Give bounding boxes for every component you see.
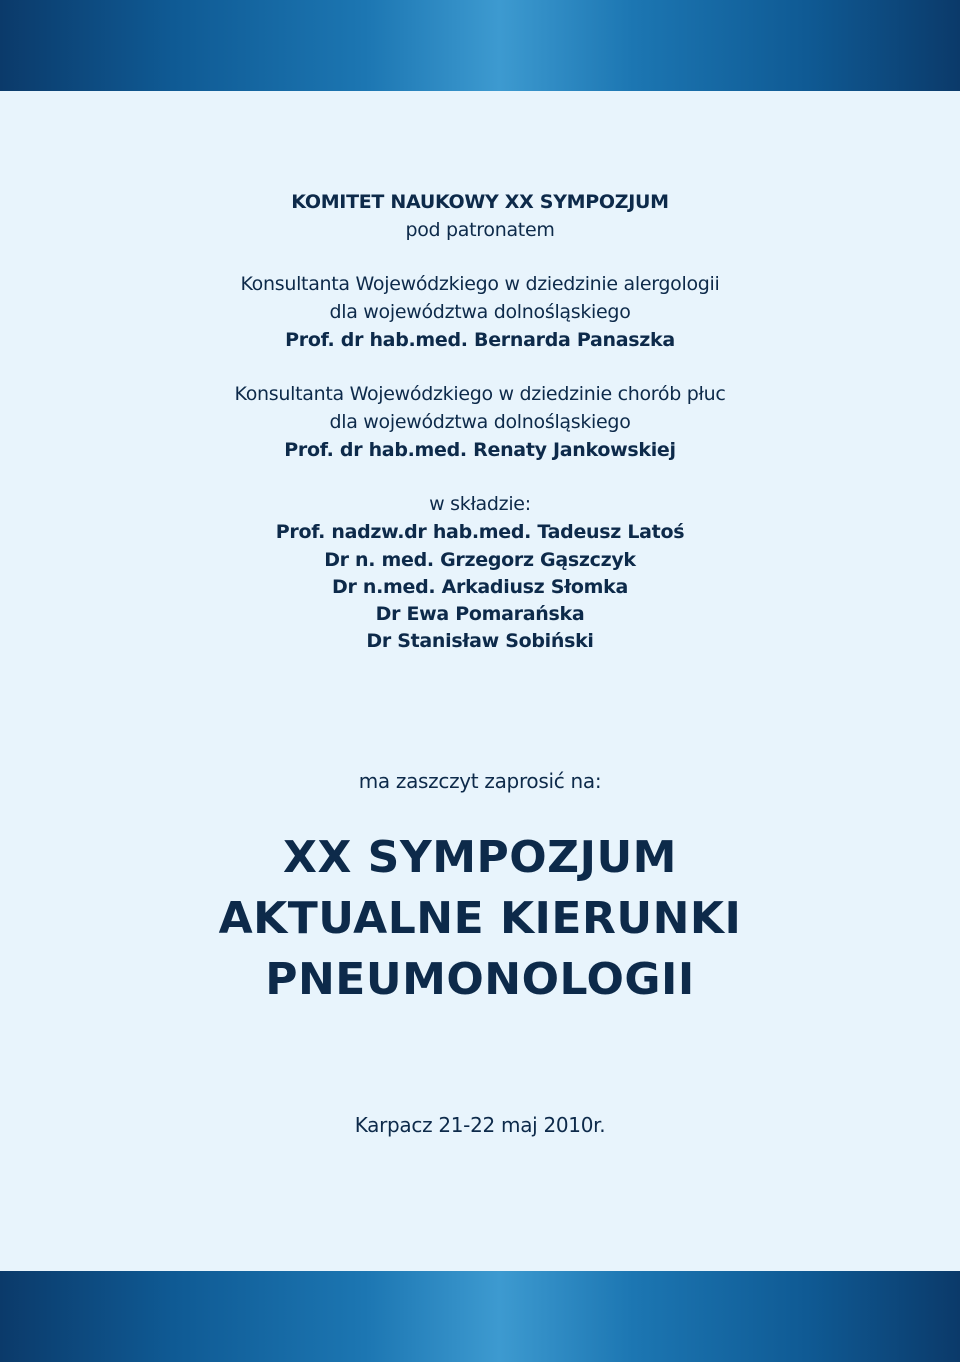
invitation-text: ma zaszczyt zaprosić na: <box>358 769 602 793</box>
event-title-line-3: PNEUMONOLOGII <box>265 954 695 1005</box>
member-item: Dr n.med. Arkadiusz Słomka <box>331 576 628 598</box>
member-item: Prof. nadzw.dr hab.med. Tadeusz Latoś <box>275 521 685 543</box>
member-item: Dr Ewa Pomarańska <box>375 603 585 625</box>
bottom-decorative-band <box>0 1271 960 1362</box>
top-decorative-band <box>0 0 960 91</box>
invitation-page <box>0 91 960 1271</box>
consultant-1-region: dla województwa dolnośląskiego <box>329 301 631 323</box>
consultant-2-name: Prof. dr hab.med. Renaty Jankowskiej <box>284 439 676 461</box>
committee-heading: KOMITET NAUKOWY XX SYMPOZJUM <box>291 191 669 213</box>
member-item: Dr n. med. Grzegorz Gąszczyk <box>324 549 636 571</box>
consultant-1-role: Konsultanta Wojewódzkiego w dziedzinie alergologii <box>240 273 720 295</box>
place-and-date: Karpacz 21-22 maj 2010r. <box>354 1113 606 1137</box>
consultant-2-role: Konsultanta Wojewódzkiego w dziedzinie chorób płuc <box>234 383 726 405</box>
member-item: Dr Stanisław Sobiński <box>366 630 594 652</box>
consultant-1-name: Prof. dr hab.med. Bernarda Panaszka <box>285 329 675 351</box>
members-intro: w składzie: <box>429 493 531 515</box>
event-title-line-2: AKTUALNE KIERUNKI <box>218 893 742 944</box>
consultant-2-region: dla województwa dolnośląskiego <box>329 411 631 433</box>
event-title-line-1: XX SYMPOZJUM <box>283 832 677 883</box>
patronage-label: pod patronatem <box>405 219 555 241</box>
